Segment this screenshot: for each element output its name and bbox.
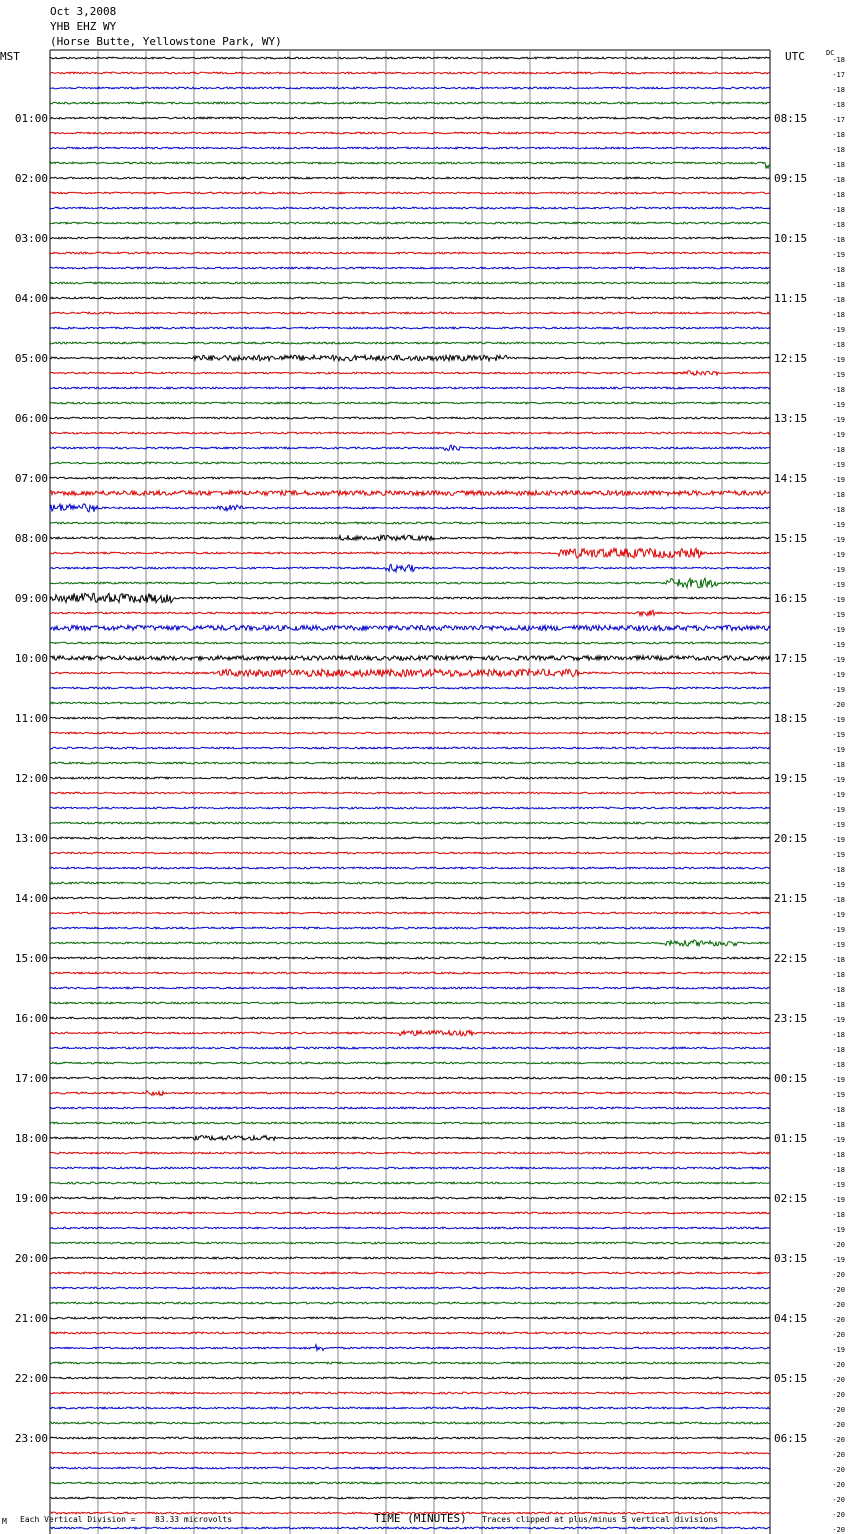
seismic-trace xyxy=(50,355,770,361)
vertical-division-value: 83.33 microvolts xyxy=(155,1515,233,1524)
seismic-trace xyxy=(50,1345,770,1351)
seismic-trace xyxy=(50,564,770,571)
utc-hour-label: 22:15 xyxy=(774,952,808,965)
dc-offset-label: -19 xyxy=(832,656,845,664)
seismic-trace xyxy=(50,578,770,588)
seismic-trace xyxy=(50,445,770,451)
dc-offset-label: -19 xyxy=(832,1016,845,1024)
dc-offset-label: -20 xyxy=(832,1481,845,1489)
mst-hour-label: 17:00 xyxy=(14,1072,48,1085)
dc-offset-label: -20 xyxy=(832,1466,845,1474)
dc-offset-label: -18 xyxy=(832,386,845,394)
dc-offset-label: -19 xyxy=(832,716,845,724)
dc-offset-label: -20 xyxy=(832,1451,845,1459)
utc-hour-label: 08:15 xyxy=(774,112,808,125)
mst-hour-label: 05:00 xyxy=(14,352,48,365)
utc-hour-label: 16:15 xyxy=(774,592,808,605)
dc-offset-label: -20 xyxy=(832,1406,845,1414)
mst-hour-label: 14:00 xyxy=(14,892,48,905)
seismic-trace xyxy=(50,102,770,104)
seismic-trace xyxy=(50,462,770,464)
dc-offset-label: -18 xyxy=(832,1046,845,1054)
seismic-trace xyxy=(50,1317,770,1319)
dc-offset-label: -18 xyxy=(832,971,845,979)
seismic-trace xyxy=(50,267,770,269)
seismic-trace xyxy=(50,642,770,644)
dc-offset-label: -18 xyxy=(832,1211,845,1219)
mst-hour-label: 19:00 xyxy=(14,1192,48,1205)
seismic-trace xyxy=(50,1091,770,1096)
dc-offset-label: -20 xyxy=(832,1511,845,1519)
seismic-trace xyxy=(50,1407,770,1409)
utc-hour-label: 06:15 xyxy=(774,1432,808,1445)
seismic-trace xyxy=(50,72,770,74)
dc-offset-label: -19 xyxy=(832,581,845,589)
dc-offset-label: -19 xyxy=(832,776,845,784)
dc-offset-label: -18 xyxy=(832,296,845,304)
seismic-trace xyxy=(50,1136,770,1141)
dc-offset-label: -19 xyxy=(832,596,845,604)
seismic-trace xyxy=(50,162,770,168)
trace-group xyxy=(50,57,770,1534)
dc-offset-label: -19 xyxy=(832,941,845,949)
seismic-trace xyxy=(50,252,770,254)
dc-offset-label: -20 xyxy=(832,1316,845,1324)
utc-hour-label: 02:15 xyxy=(774,1192,808,1205)
dc-offset-label: -19 xyxy=(832,731,845,739)
seismic-trace xyxy=(50,1167,770,1169)
seismic-trace xyxy=(50,792,770,794)
seismic-trace xyxy=(50,1242,770,1244)
seismic-trace xyxy=(50,1227,770,1229)
seismic-trace xyxy=(50,147,770,149)
dc-offset-label: -18 xyxy=(832,161,845,169)
dc-offset-label: -18 xyxy=(832,311,845,319)
dc-offset-label: -17 xyxy=(832,116,845,124)
seismic-trace xyxy=(50,402,770,404)
seismic-trace xyxy=(50,1257,770,1259)
dc-offset-label: -19 xyxy=(832,1136,845,1144)
dc-offset-label: -19 xyxy=(832,1226,845,1234)
seismic-trace xyxy=(50,432,770,434)
seismic-trace xyxy=(50,297,770,299)
mst-hour-label: 07:00 xyxy=(14,472,48,485)
seismic-trace xyxy=(50,1467,770,1469)
dc-offset-label: -19 xyxy=(832,626,845,634)
seismic-trace xyxy=(50,371,770,376)
dc-offset-label: -19 xyxy=(832,1196,845,1204)
utc-hour-label: 05:15 xyxy=(774,1372,808,1385)
dc-offset-label: -18 xyxy=(832,896,845,904)
seismic-trace xyxy=(50,610,770,616)
seismic-trace xyxy=(50,882,770,884)
seismic-trace xyxy=(50,940,770,946)
dc-offset-label: -18 xyxy=(832,986,845,994)
seismic-trace xyxy=(50,387,770,389)
dc-offset-label: -19 xyxy=(832,521,845,529)
clip-note: Traces clipped at plus/minus 5 vertical divisions xyxy=(482,1515,719,1524)
header-date: Oct 3,2008 xyxy=(50,5,117,18)
seismic-trace xyxy=(50,1392,770,1394)
mst-hour-label: 13:00 xyxy=(14,832,48,845)
seismic-trace xyxy=(50,522,770,524)
seismic-trace xyxy=(50,1497,770,1499)
footer-mark: M xyxy=(2,1517,7,1526)
dc-offset-label: -19 xyxy=(832,461,845,469)
mst-hour-label: 08:00 xyxy=(14,532,48,545)
dc-offset-label: -19 xyxy=(832,1256,845,1264)
dc-offset-label: -18 xyxy=(832,491,845,499)
dc-offset-label: -20 xyxy=(832,1421,845,1429)
header-station: YHB EHZ WY xyxy=(50,20,117,33)
mst-hour-label: 11:00 xyxy=(14,712,48,725)
seismic-trace xyxy=(50,687,770,689)
seismic-trace xyxy=(50,504,770,512)
dc-offset-label: -19 xyxy=(832,611,845,619)
utc-hour-label: 10:15 xyxy=(774,232,808,245)
utc-hour-label: 14:15 xyxy=(774,472,808,485)
dc-offset-label: -19 xyxy=(832,551,845,559)
dc-offset-label: -18 xyxy=(832,1166,845,1174)
utc-hour-label: 12:15 xyxy=(774,352,808,365)
dc-offset-label: -18 xyxy=(832,1151,845,1159)
seismic-trace xyxy=(50,762,770,764)
seismic-trace xyxy=(50,1212,770,1214)
mst-hour-label: 12:00 xyxy=(14,772,48,785)
utc-hour-label: 15:15 xyxy=(774,532,808,545)
dc-offset-label: -20 xyxy=(832,1241,845,1249)
seismic-trace xyxy=(50,702,770,704)
header-location: (Horse Butte, Yellowstone Park, WY) xyxy=(50,35,282,48)
dc-offset-label: -19 xyxy=(832,791,845,799)
utc-hour-label: 17:15 xyxy=(774,652,808,665)
seismic-trace xyxy=(50,927,770,929)
dc-offset-label: -20 xyxy=(832,1526,845,1534)
utc-hour-label: 13:15 xyxy=(774,412,808,425)
seismic-trace xyxy=(50,312,770,314)
seismic-trace xyxy=(50,1017,770,1019)
seismic-trace xyxy=(50,912,770,914)
dc-offset-label: -18 xyxy=(832,206,845,214)
seismic-trace xyxy=(50,867,770,869)
seismic-trace xyxy=(50,1107,770,1109)
seismic-trace xyxy=(50,177,770,179)
time-gridlines xyxy=(50,50,770,1534)
seismic-trace xyxy=(50,1272,770,1274)
dc-offset-label: -20 xyxy=(832,1496,845,1504)
dc-offset-label: -19 xyxy=(832,1091,845,1099)
utc-hour-label: 01:15 xyxy=(774,1132,808,1145)
seismic-trace xyxy=(50,957,770,959)
dc-label: DC xyxy=(826,49,835,57)
seismic-trace xyxy=(50,747,770,749)
seismic-trace xyxy=(50,548,770,558)
dc-offset-label: -18 xyxy=(832,236,845,244)
seismic-trace xyxy=(50,1122,770,1124)
dc-offset-label: -19 xyxy=(832,851,845,859)
dc-offset-label: -19 xyxy=(832,326,845,334)
utc-axis-label: UTC xyxy=(785,50,805,63)
seismic-trace xyxy=(50,1062,770,1064)
seismic-trace xyxy=(50,1377,770,1379)
mst-hour-label: 20:00 xyxy=(14,1252,48,1265)
dc-offset-label: -19 xyxy=(832,1346,845,1354)
dc-offset-label: -18 xyxy=(832,341,845,349)
seismic-trace xyxy=(50,1452,770,1454)
seismic-trace xyxy=(50,625,770,630)
seismic-trace xyxy=(50,132,770,134)
dc-offset-label: -19 xyxy=(832,821,845,829)
dc-offset-label: -18 xyxy=(832,86,845,94)
dc-offset-label: -18 xyxy=(832,1121,845,1129)
dc-offset-label: -18 xyxy=(832,956,845,964)
vertical-division-label: Each Vertical Division = xyxy=(20,1515,136,1524)
seismic-trace xyxy=(50,192,770,194)
mst-hour-label: 23:00 xyxy=(14,1432,48,1445)
utc-hour-label: 19:15 xyxy=(774,772,808,785)
seismic-trace xyxy=(50,717,770,719)
utc-hour-label: 23:15 xyxy=(774,1012,808,1025)
dc-offset-label: -18 xyxy=(832,281,845,289)
seismic-trace xyxy=(50,1002,770,1004)
utc-hour-label: 20:15 xyxy=(774,832,808,845)
seismic-trace xyxy=(50,1527,770,1529)
dc-offset-label: -20 xyxy=(832,1271,845,1279)
dc-offset-label: -18 xyxy=(832,146,845,154)
dc-offset-label: -19 xyxy=(832,356,845,364)
dc-offset-label: -18 xyxy=(832,221,845,229)
dc-offset-label: -20 xyxy=(832,1376,845,1384)
seismic-trace xyxy=(50,1047,770,1049)
seismic-trace xyxy=(50,57,770,59)
mst-hour-label: 22:00 xyxy=(14,1372,48,1385)
dc-offset-label: -19 xyxy=(832,251,845,259)
dc-offset-label: -19 xyxy=(832,371,845,379)
dc-offset-label: -19 xyxy=(832,686,845,694)
dc-offset-label: -18 xyxy=(832,1001,845,1009)
mst-hour-label: 10:00 xyxy=(14,652,48,665)
dc-offset-label: -18 xyxy=(832,506,845,514)
seismic-trace xyxy=(50,777,770,779)
dc-offset-label: -19 xyxy=(832,1076,845,1084)
dc-offset-label: -19 xyxy=(832,641,845,649)
dc-offset-label: -18 xyxy=(832,446,845,454)
utc-hour-label: 21:15 xyxy=(774,892,808,905)
seismic-trace xyxy=(50,417,770,419)
mst-hour-label: 09:00 xyxy=(14,592,48,605)
seismic-trace xyxy=(50,1482,770,1484)
seismic-trace xyxy=(50,237,770,239)
dc-offset-label: -18 xyxy=(832,266,845,274)
seismic-trace xyxy=(50,117,770,119)
dc-offset-label: -18 xyxy=(832,101,845,109)
utc-hour-label: 11:15 xyxy=(774,292,808,305)
mst-axis-label: MST xyxy=(0,50,20,63)
dc-offset-label: -20 xyxy=(832,1301,845,1309)
dc-offset-label: -19 xyxy=(832,431,845,439)
axis-labels xyxy=(15,56,845,1534)
seismic-trace xyxy=(50,972,770,974)
dc-offset-label: -20 xyxy=(832,1361,845,1369)
dc-offset-label: -19 xyxy=(832,881,845,889)
utc-hour-label: 04:15 xyxy=(774,1312,808,1325)
dc-offset-label: -18 xyxy=(832,56,845,64)
mst-hour-label: 06:00 xyxy=(14,412,48,425)
seismic-trace xyxy=(50,852,770,854)
dc-offset-label: -18 xyxy=(832,1106,845,1114)
seismic-trace xyxy=(50,327,770,329)
seismic-trace xyxy=(50,669,770,677)
seismic-trace xyxy=(50,1302,770,1304)
dc-offset-label: -19 xyxy=(832,671,845,679)
dc-offset-label: -18 xyxy=(832,191,845,199)
seismic-trace xyxy=(50,342,770,344)
utc-hour-label: 18:15 xyxy=(774,712,808,725)
dc-offset-label: -18 xyxy=(832,176,845,184)
dc-offset-label: -19 xyxy=(832,926,845,934)
dc-offset-label: -20 xyxy=(832,1286,845,1294)
mst-hour-label: 04:00 xyxy=(14,292,48,305)
dc-offset-label: -20 xyxy=(832,1331,845,1339)
mst-hour-label: 15:00 xyxy=(14,952,48,965)
utc-hour-label: 00:15 xyxy=(774,1072,808,1085)
dc-offset-label: -18 xyxy=(832,761,845,769)
seismic-trace xyxy=(50,1030,770,1036)
seismic-trace xyxy=(50,491,770,496)
seismic-trace xyxy=(50,1197,770,1199)
dc-offset-label: -19 xyxy=(832,536,845,544)
mst-hour-label: 16:00 xyxy=(14,1012,48,1025)
dc-offset-label: -20 xyxy=(832,1391,845,1399)
seismic-trace xyxy=(50,593,770,603)
seismic-trace xyxy=(50,822,770,824)
dc-offset-label: -19 xyxy=(832,911,845,919)
seismic-trace xyxy=(50,535,770,540)
seismic-trace xyxy=(50,1422,770,1424)
dc-offset-label: -19 xyxy=(832,746,845,754)
dc-offset-label: -20 xyxy=(832,1436,845,1444)
seismic-trace xyxy=(50,1152,770,1154)
seismic-trace xyxy=(50,1182,770,1184)
seismic-trace xyxy=(50,1287,770,1289)
mst-hour-label: 01:00 xyxy=(14,112,48,125)
dc-offset-label: -18 xyxy=(832,1061,845,1069)
seismic-trace xyxy=(50,1437,770,1439)
seismic-trace xyxy=(50,87,770,89)
seismic-trace xyxy=(50,207,770,209)
utc-hour-label: 03:15 xyxy=(774,1252,808,1265)
dc-offset-label: -19 xyxy=(832,566,845,574)
seismic-trace xyxy=(50,1077,770,1079)
seismic-trace xyxy=(50,837,770,839)
seismic-trace xyxy=(50,987,770,989)
seismic-trace xyxy=(50,282,770,284)
dc-offset-label: -18 xyxy=(832,866,845,874)
seismic-trace xyxy=(50,222,770,224)
seismic-trace xyxy=(50,732,770,734)
seismic-trace xyxy=(50,1332,770,1334)
dc-offset-label: -19 xyxy=(832,416,845,424)
dc-offset-label: -18 xyxy=(832,131,845,139)
x-axis-title: TIME (MINUTES) xyxy=(374,1512,467,1525)
seismic-trace xyxy=(50,477,770,479)
dc-offset-label: -17 xyxy=(832,71,845,79)
seismic-trace xyxy=(50,1362,770,1364)
dc-offset-label: -20 xyxy=(832,701,845,709)
utc-hour-label: 09:15 xyxy=(774,172,808,185)
seismic-trace xyxy=(50,656,770,660)
dc-offset-label: -18 xyxy=(832,1031,845,1039)
mst-hour-label: 02:00 xyxy=(14,172,48,185)
mst-hour-label: 03:00 xyxy=(14,232,48,245)
dc-offset-label: -19 xyxy=(832,401,845,409)
dc-offset-label: -19 xyxy=(832,836,845,844)
dc-offset-label: -19 xyxy=(832,806,845,814)
seismic-trace xyxy=(50,807,770,809)
dc-offset-label: -19 xyxy=(832,1181,845,1189)
seismic-trace xyxy=(50,897,770,899)
mst-hour-label: 18:00 xyxy=(14,1132,48,1145)
dc-offset-label: -19 xyxy=(832,476,845,484)
mst-hour-label: 21:00 xyxy=(14,1312,48,1325)
